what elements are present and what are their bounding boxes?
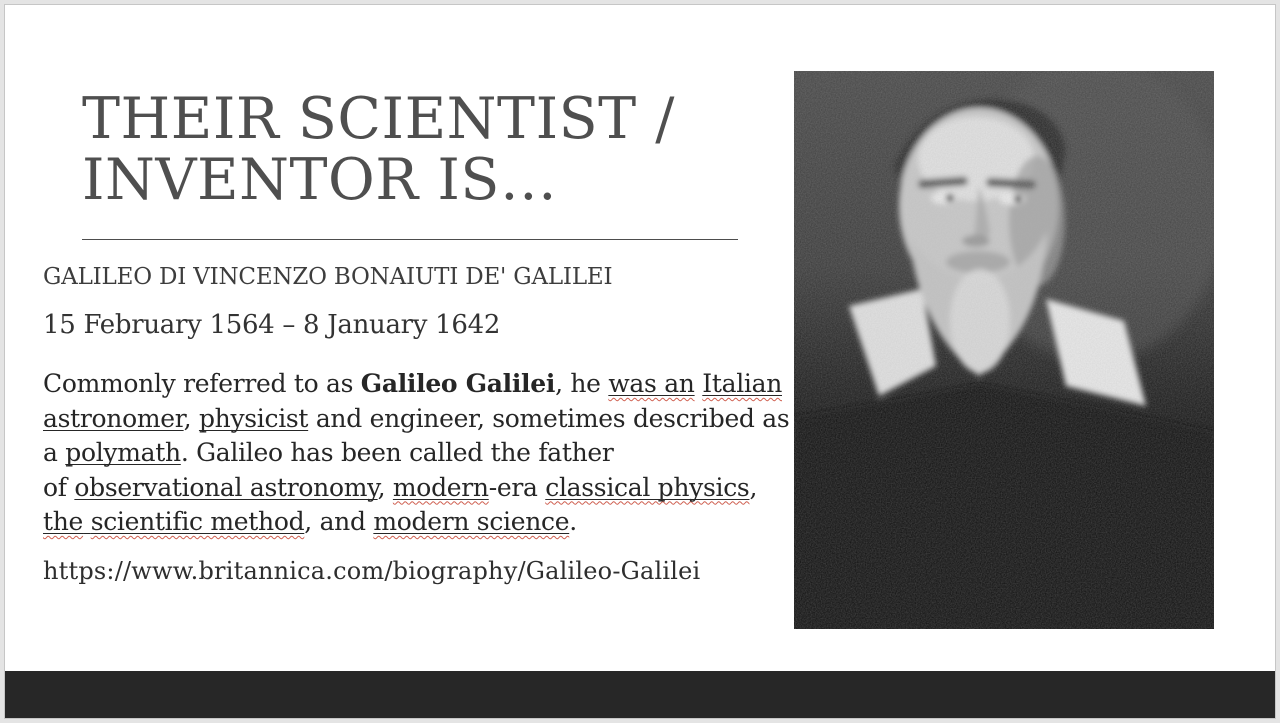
text-segment: , he: [555, 369, 609, 398]
text-segment: -era: [488, 472, 546, 502]
text-segment: Commonly referred to as: [43, 369, 361, 398]
spellcheck-squiggle-text: the: [43, 507, 84, 536]
slide-title-line2: INVENTOR IS…: [82, 147, 558, 213]
text-segment: ,: [377, 472, 393, 502]
spellcheck-squiggle-text: scientific method: [90, 507, 305, 536]
body-paragraph: [43, 367, 803, 540]
spellcheck-squiggle-text: classical physics: [545, 472, 750, 502]
text-segment: . Galileo has been called the father: [180, 438, 614, 467]
spellcheck-squiggle-text: Italian: [702, 369, 782, 398]
text-segment: Galileo Galilei: [360, 369, 556, 398]
linked-text: [545, 473, 749, 502]
linked-text: [83, 507, 91, 536]
linked-text: [393, 473, 489, 502]
title-divider-line: [82, 239, 738, 240]
linked-text: [702, 369, 782, 398]
text-segment: ,: [183, 403, 199, 433]
spellcheck-squiggle-text: modern: [392, 472, 489, 502]
source-url: https://www.britannica.com/biography/Galileo-Galilei: [43, 557, 701, 585]
slide-footer-bar: [5, 671, 1275, 718]
spellcheck-squiggle-text: was an: [608, 369, 695, 398]
linked-text: [373, 507, 569, 536]
subtitle-full-name: GALILEO DI VINCENZO BONAIUTI DE' GALILEI: [43, 264, 613, 290]
linked-text: observational astronomy: [74, 472, 378, 502]
linked-text: physicist: [198, 403, 309, 433]
body-line: [43, 505, 803, 540]
text-segment: a: [43, 438, 66, 467]
slide-title-line1: THEIR SCIENTIST /: [82, 86, 675, 152]
body-line: [43, 436, 803, 471]
galileo-portrait-image: [794, 71, 1214, 629]
linked-text: [43, 507, 83, 536]
linked-text: [91, 507, 305, 536]
presentation-slide: [4, 4, 1276, 719]
text-segment: and engineer, sometimes described as: [308, 403, 790, 433]
slide-title: [82, 86, 782, 213]
linked-text: [608, 369, 694, 398]
text-segment: .: [569, 507, 577, 536]
birth-death-dates: 15 February 1564 – 8 January 1642: [43, 310, 501, 340]
text-segment: ,: [749, 472, 758, 502]
body-line: [43, 402, 803, 437]
galileo-portrait-graphic: [794, 71, 1214, 629]
linked-text: astronomer: [43, 403, 184, 433]
body-line: [43, 367, 803, 402]
linked-text: polymath: [65, 438, 181, 467]
body-line: [43, 471, 803, 506]
text-segment: , and: [304, 507, 374, 536]
spellcheck-squiggle-text: modern science: [373, 507, 570, 536]
text-segment: of: [43, 472, 75, 502]
